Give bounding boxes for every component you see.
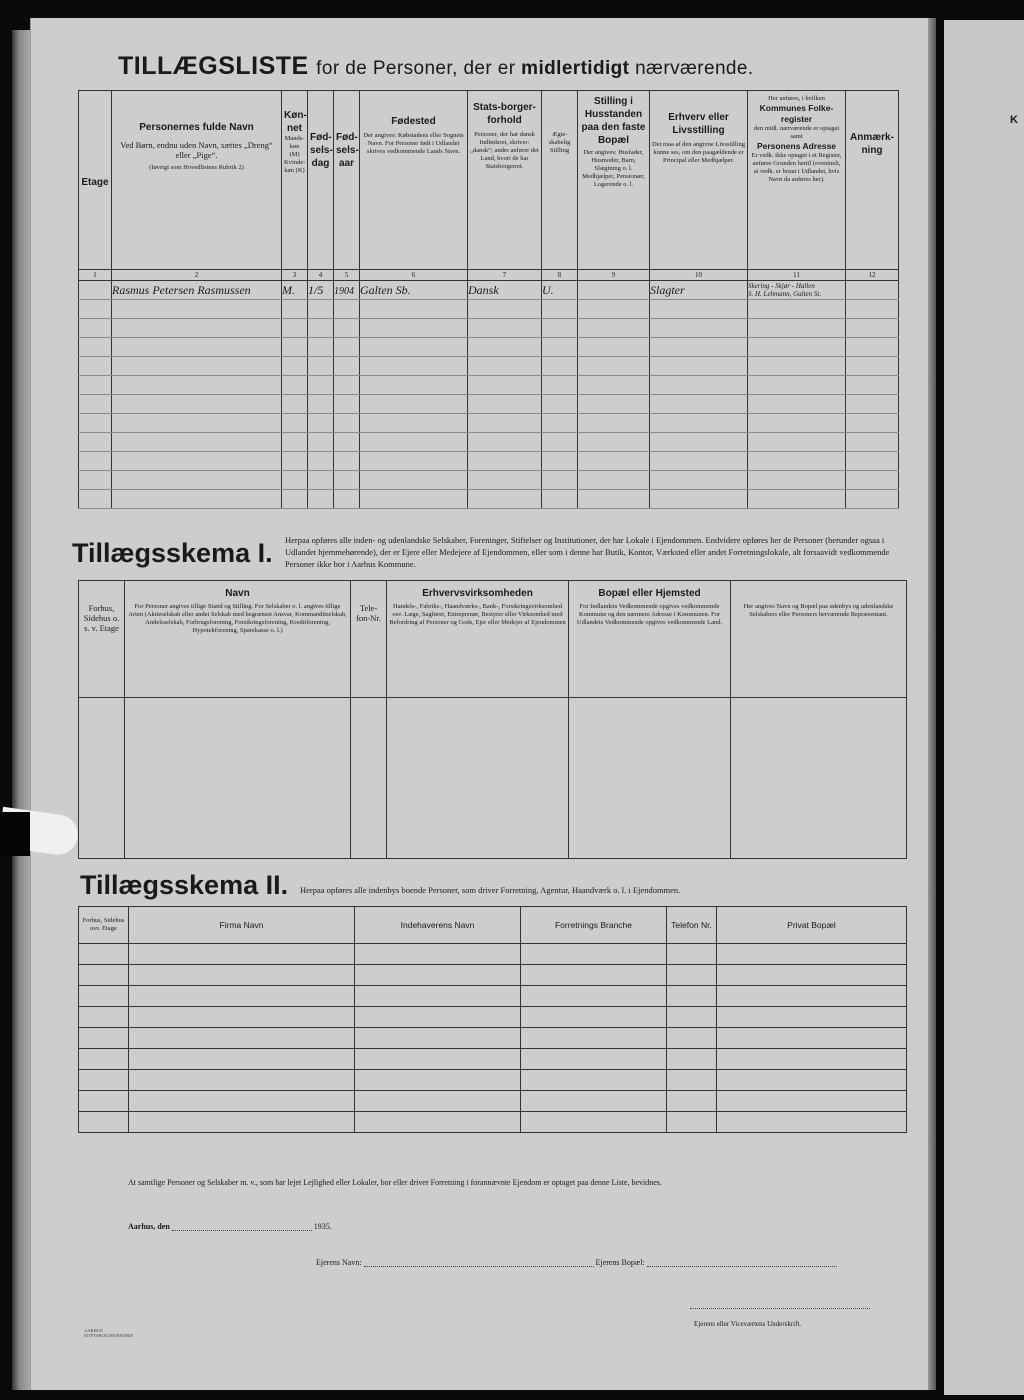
skema1-title: Tillægsskema I. (72, 538, 273, 568)
col-foedselsdag: Fød-sels-dag (308, 91, 334, 270)
table-row (79, 1070, 907, 1091)
s1-col-repraesentant: Her angives Navn og Bopæl paa udenbys og udenlandske Selskabers eller Personers herværende Repræsentant. (731, 581, 907, 698)
s2-col-branche: Forretnings Branche (521, 907, 667, 944)
s2-col-bopael: Privat Bopæl (717, 907, 907, 944)
col-etage: Etage (79, 91, 112, 270)
tillaegsliste-table (78, 90, 899, 509)
entry-citizenship: Dansk (468, 283, 499, 297)
col-navn: Personernes fulde Navn Ved Børn, endnu uden Navn, sættes „Dreng“ eller „Pige“. (Iøvrigt som Hovedlistens Rubrik 2) (112, 91, 282, 270)
entry-register-1: Skering - Skjør - Hallen (748, 282, 815, 290)
footer-year: 1935. (313, 1222, 332, 1231)
s2-col-indehaver: Indehaverens Navn (355, 907, 521, 944)
skema2-title: Tillægsskema II. (80, 870, 289, 900)
table-row (79, 1112, 907, 1133)
title-rest-b: midlertidigt (521, 58, 630, 79)
signature-line (690, 1300, 870, 1309)
table-row (79, 433, 899, 452)
facing-page-letter: K (1010, 114, 1018, 126)
table-row (79, 452, 899, 471)
table-row (79, 471, 899, 490)
col-foedested: Fødested Der angives: Købstadens eller Sognets Navn. For Personer født i Udlandet skrives vedkommende Lands Navn. (360, 91, 468, 270)
s2-col-etage: Forhus, Sidehus osv. Etage (79, 907, 129, 944)
s2-col-telefon: Telefon Nr. (667, 907, 717, 944)
table-row (79, 281, 899, 300)
table-row (79, 338, 899, 357)
owner-address-label: Ejerens Bopæl: (595, 1258, 645, 1267)
entry-marital: U. (542, 283, 554, 297)
footer-city: Aarhus, den (128, 1222, 170, 1231)
skema1-table (78, 580, 907, 859)
skema1-description: Herpaa opføres alle inden- og udenlandske Selskaber, Foreninger, Stiftelser og Institutioner, der har Lokale i Ejendommen. Endvidere opføres her de Personer (herunder ogsaa i Udlandet hjemmehørende), der er Ejere eller Medejere af Ejendommen, eller som i denne har Butik, Kontor, Værksted eller andet Forretningslokale, alt forsaavidt vedkommende Personer ikke bor i Aarhus Kommune. (285, 535, 890, 569)
table-row (79, 395, 899, 414)
entry-name: Rasmus Petersen Rasmussen (112, 283, 251, 297)
printer-mark: AARHUS STIFTSBOGTRYKKERIE (84, 1328, 134, 1338)
signature-label: Ejerens eller Viceværtens Underskrift. (694, 1320, 802, 1328)
binding-strip (928, 18, 936, 1390)
table-row (79, 319, 899, 338)
footer-owner-line (316, 1258, 837, 1267)
entry-birthyear: 1904 (334, 286, 354, 297)
entry-sex: M. (282, 283, 295, 297)
col-foedselsaar: Fød-sels-aar (334, 91, 360, 270)
title-main: TILLÆGSLISTE (118, 52, 309, 80)
title-rest-c: nærværende. (629, 58, 754, 79)
table-row (79, 1007, 907, 1028)
entry-birthday: 1/5 (308, 283, 324, 297)
s1-col-telefon: Tele-fon-Nr. (351, 581, 387, 698)
table-row (79, 944, 907, 965)
skema2-description: Herpaa opføres alle indenbys boende Personer, som driver Forretning, Agentur, Haandværk o. l. i Ejendommen. (300, 885, 681, 895)
footer-date-line (128, 1222, 332, 1231)
col-statsborger: Stats-borger-forhold Personer, der har dansk Indfødsret, skriver: „dansk“; andre anfører det Land, hvori de har Statsborgerret. (468, 91, 542, 270)
page-edge (12, 30, 30, 1390)
s2-col-firma: Firma Navn (129, 907, 355, 944)
col-anmaerkning: Anmærk-ning (846, 91, 899, 270)
entry-birthplace: Galten Sb. (360, 283, 411, 297)
table-row (79, 698, 907, 859)
col-erhverv: Erhverv eller Livsstilling Det maa af den angivne Livsstilling kunne ses, om den paagældende er Principal eller Medhjælper. (650, 91, 748, 270)
page-title (118, 52, 754, 81)
column-numbers: 1 2 3 4 5 6 7 8 9 10 11 12 (79, 270, 899, 281)
s1-col-navn: Navn For Personer angives tillige Stand og Stilling. For Selskaber o. l. angives tillige Arten (Aktieselskab eller andet Selskab med begrænset Ansvar, Kommanditselskab, Andelsselskab, Forbrugsforening, Forsikringsforening, Kreditforening, Hypotekforening, Sparekasse o. l.) (125, 581, 351, 698)
table-row (79, 965, 907, 986)
col-husstand: Stilling i Husstanden paa den faste Bopæl Der angives: Husfader, Husmoder, Barn, Slægtning o. l. Medhjælper, Pensionær, Logerende o. l. (578, 91, 650, 270)
table-row (79, 1028, 907, 1049)
entry-household (578, 281, 650, 300)
table-row (79, 414, 899, 433)
table-row (79, 376, 899, 395)
skema2-table (78, 906, 907, 1133)
s1-col-etage: Forhus, Sidehus o. s. v. Etage (79, 581, 125, 698)
facing-page (944, 20, 1024, 1395)
table-row (79, 1049, 907, 1070)
table-row (79, 1091, 907, 1112)
title-rest-a: for de Personer, der er (316, 58, 522, 79)
table-row (79, 490, 899, 509)
footer-statement: At samtlige Personer og Selskaber m. v., som har lejet Lejlighed eller Lokaler, bor eller driver Forretning i forannævnte Ejendom er optaget paa denne Liste, bevidnes. (128, 1178, 662, 1187)
s1-col-erhverv: Erhvervsvirksomheden Handels-, Fabriks-, Haandværks-, Bank-, Forsikringsvirksomhed osv. Læge, Sagfører, Entreprenør, Bestyrer eller Virksomhed med Befordring af Personer og Gods, Ejer eller Medejer af Ejendommen (387, 581, 569, 698)
s1-col-bopael: Bopæl eller Hjemsted For Indlandets Vedkommende opgives vedkommende Kommune og den nærmere Adresse i Kommunen. For Udlandets Vedkommende opgives vedkommende Land. (569, 581, 731, 698)
col-folkeregister: Her anføres, i hvilken Kommunes Folke-register den midl. nærværende er optaget samt Personens Adresse Er vedk. ikke optaget i et Register, anføres Grunden hertil (eventuelt, at vedk. er bosat i Udlandet, hvis Navn da anføres her). (748, 91, 846, 270)
table-row (79, 300, 899, 319)
owner-name-label: Ejerens Navn: (316, 1258, 362, 1267)
entry-occupation: Slagter (650, 283, 685, 297)
table-row (79, 357, 899, 376)
col-aegteskab: Ægte-skabelig Stilling (542, 91, 578, 270)
table-row (79, 986, 907, 1007)
tab-shadow (0, 812, 30, 856)
col-koen: Køn-net Mands-køn (M) Kvinde-køn (K) (282, 91, 308, 270)
entry-register-2: S. H. Lehmann, Galten St. (748, 290, 822, 298)
